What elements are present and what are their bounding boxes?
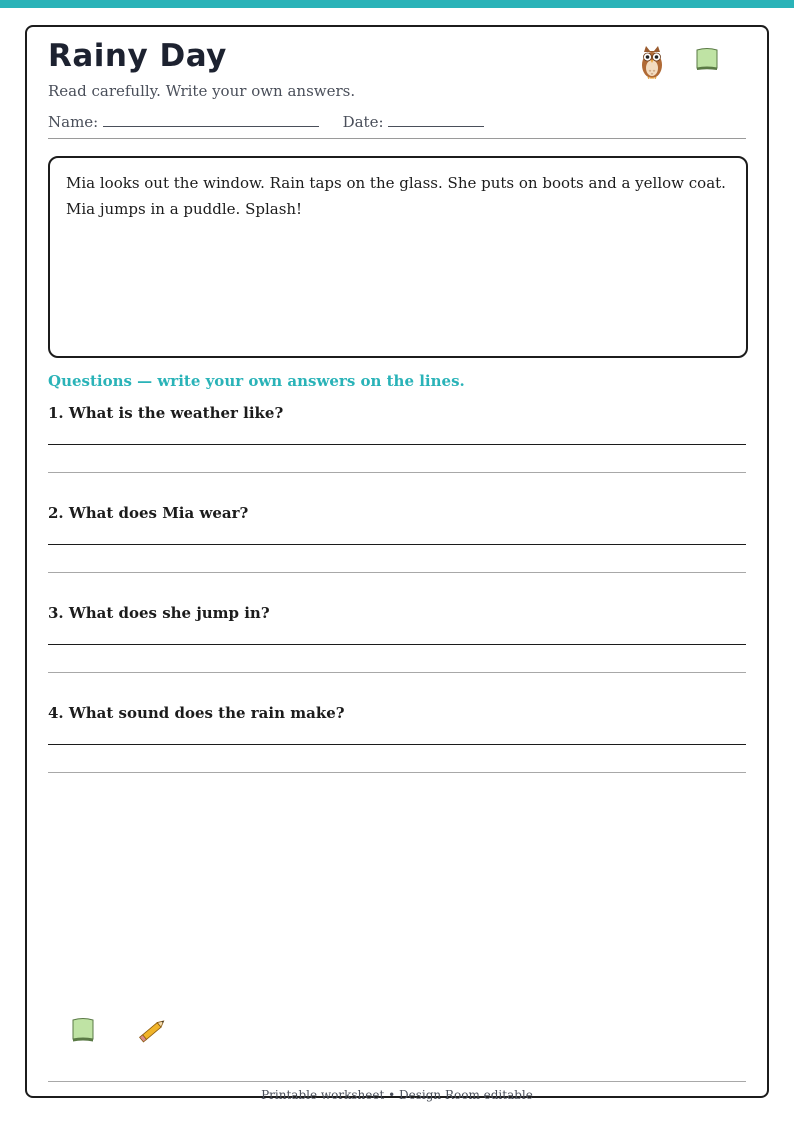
book-icon (71, 1016, 95, 1044)
date-label: Date: (342, 113, 384, 131)
header-divider (48, 138, 746, 139)
name-date-row (48, 112, 484, 131)
answer-line-3a[interactable] (48, 644, 746, 645)
name-field[interactable] (103, 112, 319, 127)
date-field[interactable] (388, 112, 484, 127)
question-1: 1. What is the weather like? (48, 404, 284, 422)
answer-line-4b[interactable] (48, 772, 746, 773)
name-label: Name: (48, 113, 99, 131)
passage-text: Mia looks out the window. Rain taps on the glass. She puts on boots and a yellow coat. Mia jumps in a puddle. Splash! (66, 174, 726, 218)
page-title: Rainy Day (48, 38, 227, 74)
answer-line-2a[interactable] (48, 544, 746, 545)
top-accent-bar (0, 0, 794, 8)
questions-header: Questions — write your own answers on the lines. (48, 372, 465, 390)
answer-line-1a[interactable] (48, 444, 746, 445)
page-subtitle: Read carefully. Write your own answers. (48, 82, 356, 100)
owl-icon (640, 43, 664, 79)
footer-divider (48, 1081, 746, 1082)
pencil-icon (138, 1016, 168, 1044)
answer-line-2b[interactable] (48, 572, 746, 573)
answer-line-4a[interactable] (48, 744, 746, 745)
question-4: 4. What sound does the rain make? (48, 704, 345, 722)
book-icon (695, 46, 719, 72)
question-2: 2. What does Mia wear? (48, 504, 249, 522)
question-3: 3. What does she jump in? (48, 604, 270, 622)
answer-line-1b[interactable] (48, 472, 746, 473)
answer-line-3b[interactable] (48, 672, 746, 673)
footer-text: Printable worksheet • Design Room editable (261, 1088, 533, 1102)
reading-passage (48, 156, 748, 358)
